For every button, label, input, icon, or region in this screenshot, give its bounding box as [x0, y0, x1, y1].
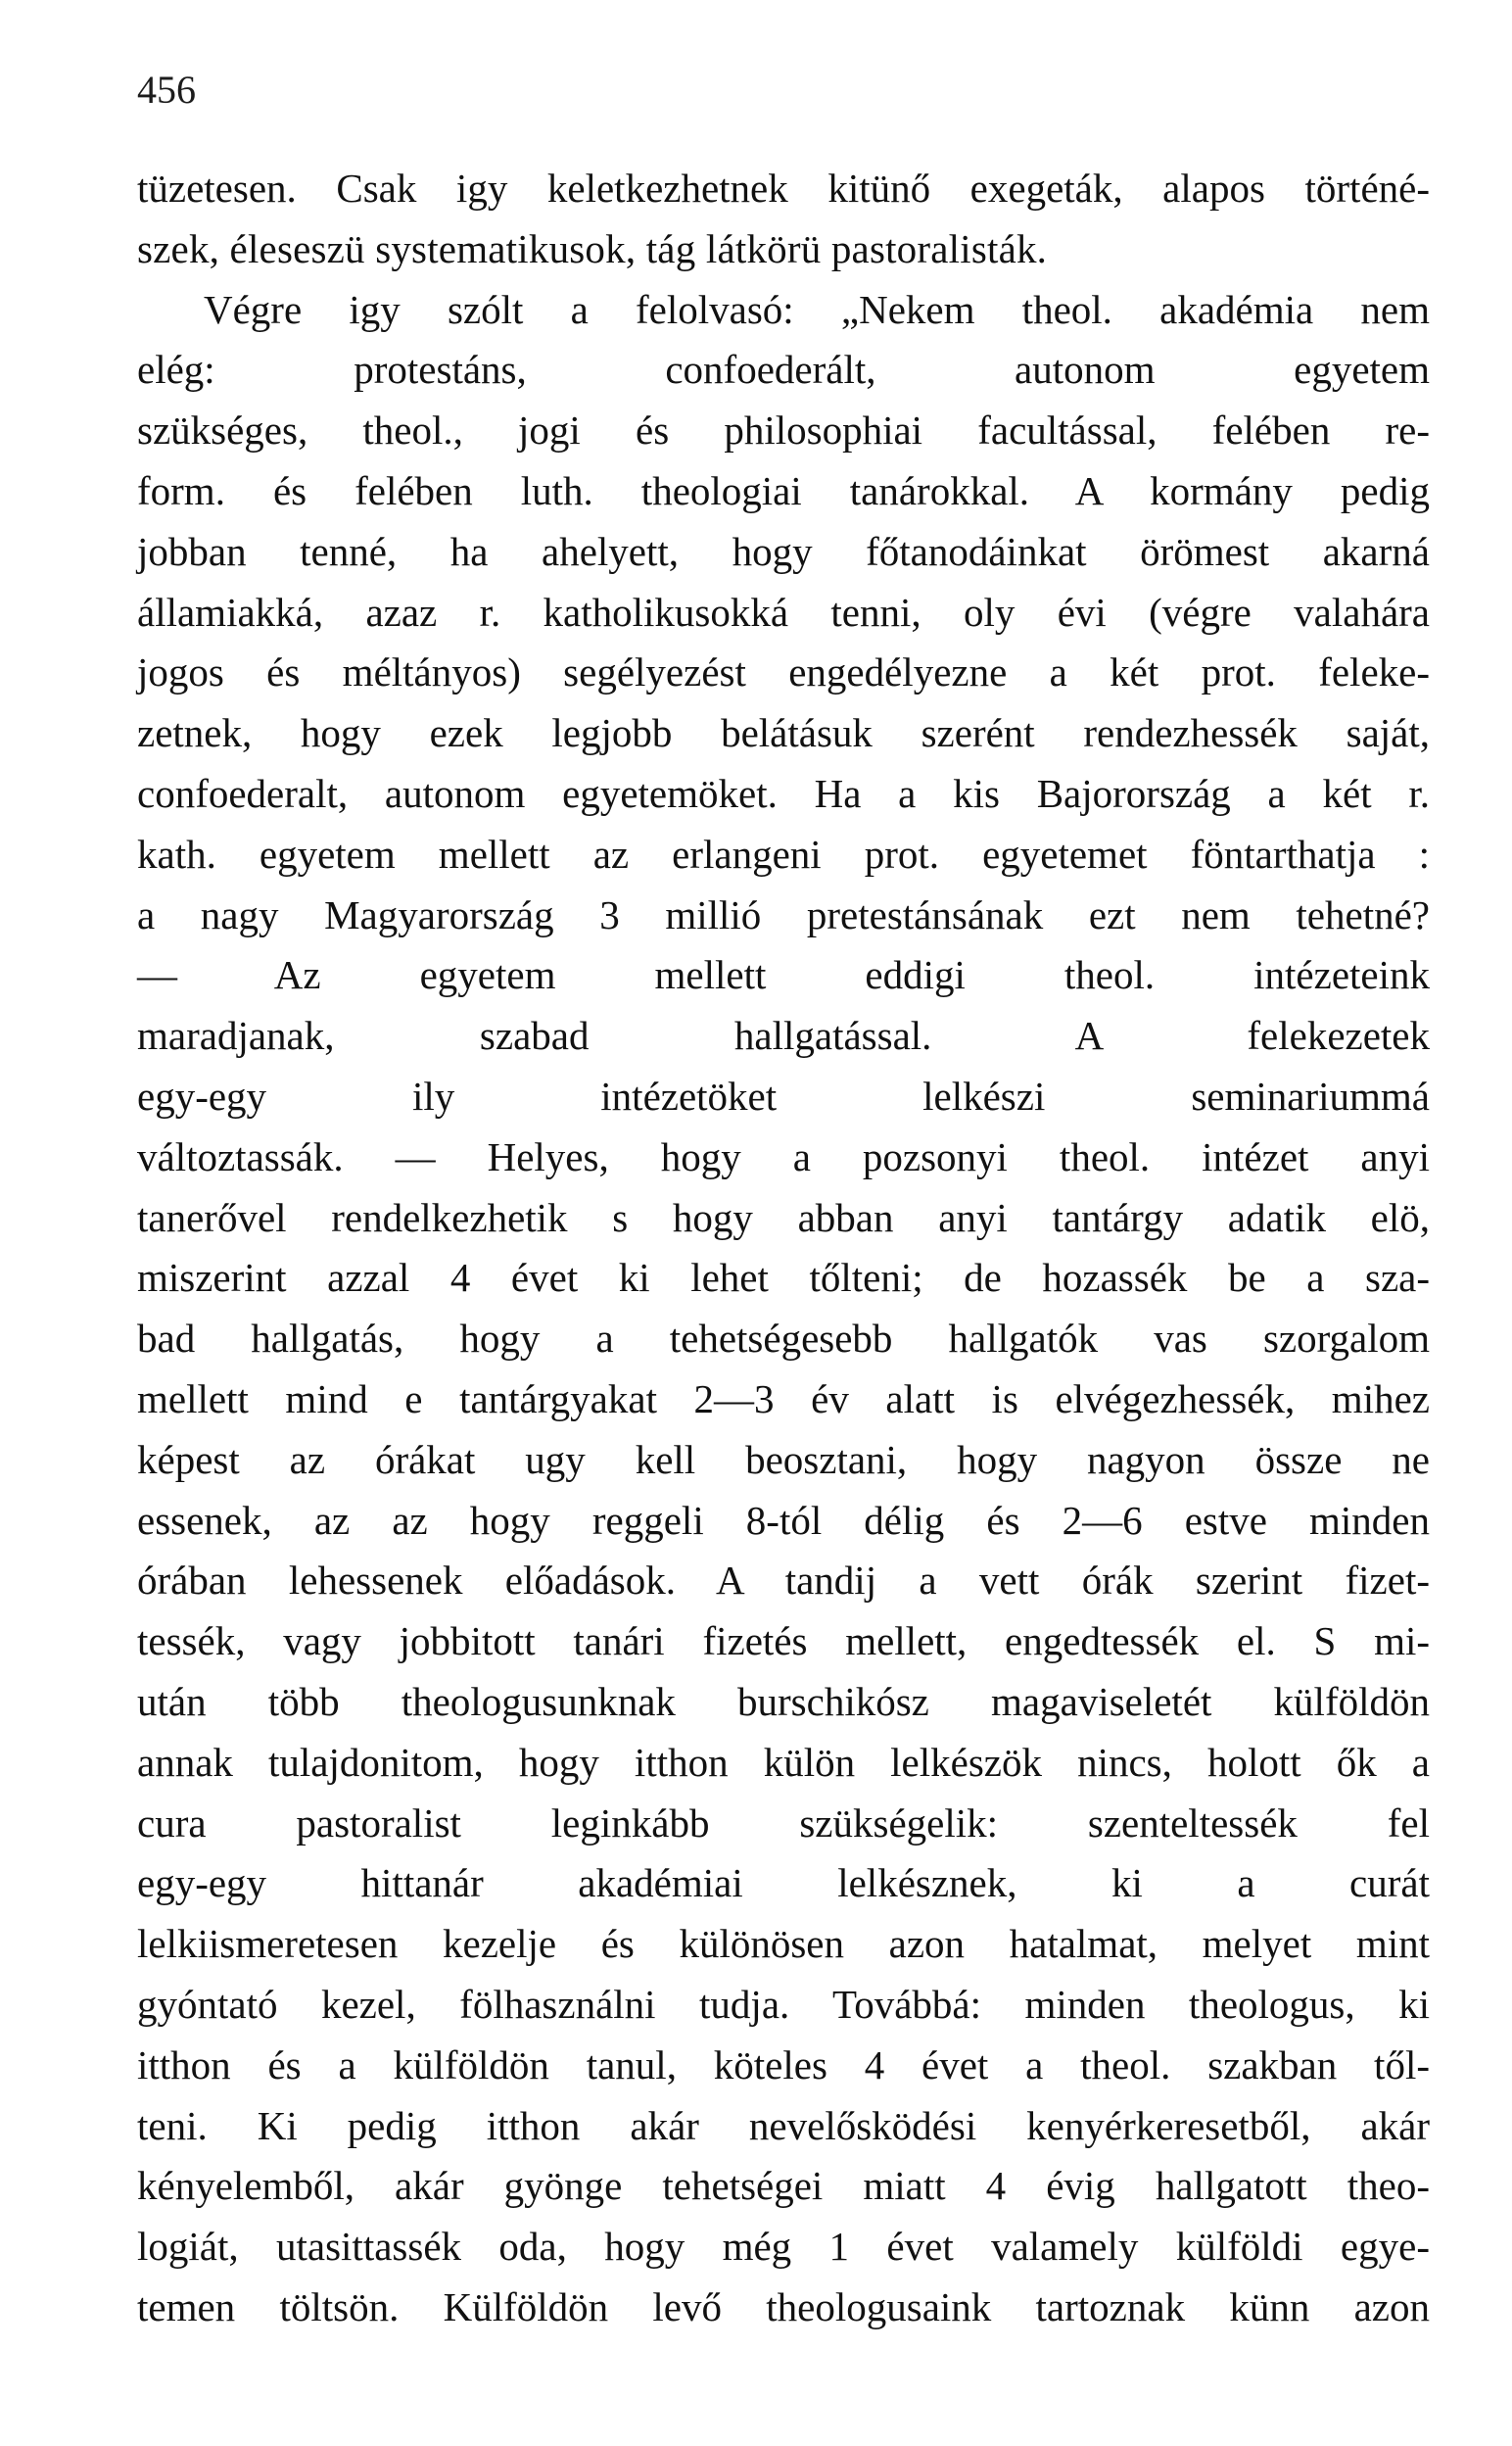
text-line: annak tulajdonitom, hogy itthon külön lelkészök nincs, holott ők a: [137, 1739, 1430, 1785]
text-line: tüzetesen. Csak igy keletkezhetnek kitünő exegeták, alapos történé-: [137, 166, 1430, 211]
text-line: confoederalt, autonom egyetemöket. Ha a kis Bajorország a két r.: [137, 770, 1430, 816]
text-line: maradjanak, szabad hallgatással. A felekezetek: [137, 1013, 1430, 1059]
text-line: teni. Ki pedig itthon akár nevelősködési kenyérkeresetből, akár: [137, 2102, 1430, 2148]
text-line: gyóntató kezel, fölhasználni tudja. Továbbá: minden theologus, ki: [137, 1981, 1430, 2027]
text-line: cura pastoralist leginkább szükségelik: szenteltessék fel: [137, 1799, 1430, 1846]
text-line: mellett mind e tantárgyakat 2—3 év alatt is elvégezhessék, mihez: [137, 1375, 1430, 1421]
text-line: miszerint azzal 4 évet ki lehet tőlteni; de hozassék be a sza-: [137, 1255, 1430, 1301]
text-line: szükséges, theol., jogi és philosophiai facultással, felében re-: [137, 408, 1430, 454]
text-line: államiakká, azaz r. katholikusokká tenni, oly évi (végre valahára: [137, 589, 1430, 635]
text-line: itthon és a külföldön tanul, köteles 4 évet a theol. szakban től-: [137, 2041, 1430, 2087]
text-line: form. és felében luth. theologiai tanárokkal. A kormány pedig: [137, 467, 1430, 513]
body-text: [137, 159, 1430, 2338]
text-line: lelkiismeretesen kezelje és különösen azon hatalmat, melyet mint: [137, 1921, 1430, 1967]
text-line: tanerővel rendelkezhetik s hogy abban anyi tantárgy adatik elö,: [137, 1194, 1430, 1240]
text-line: a nagy Magyarország 3 millió pretestánsának ezt nem tehetné?: [137, 891, 1430, 937]
text-line: szek, éleseszü systematikusok, tág látkörü pastoralisták.: [137, 225, 1048, 271]
text-line: változtassák. — Helyes, hogy a pozsonyi theol. intézet anyi: [137, 1133, 1430, 1179]
text-line: után több theologusunknak burschikósz magaviseletét külföldön: [137, 1678, 1430, 1724]
text-line: Végre igy szólt a felolvasó: „Nekem theol. akadémia nem: [204, 286, 1430, 332]
text-line: bad hallgatás, hogy a tehetségesebb hallgatók vas szorgalom: [137, 1316, 1430, 1362]
text-line: jogos és méltányos) segélyezést engedélyezne a két prot. feleke-: [137, 649, 1430, 695]
text-line: essenek, az az hogy reggeli 8-tól délig és 2—6 estve minden: [137, 1497, 1430, 1543]
text-line: egy-egy ily intézetöket lelkészi seminariummá: [137, 1073, 1430, 1119]
text-line: jobban tenné, ha ahelyett, hogy főtanodáinkat örömest akarná: [137, 528, 1430, 574]
text-line: órában lehessenek előadások. A tandij a vett órák szerint fizet-: [137, 1558, 1430, 1604]
text-line: temen töltsön. Külföldön levő theologusaink tartoznak künn azon: [137, 2283, 1430, 2329]
text-line: egy-egy hittanár akadémiai lelkésznek, ki a curát: [137, 1860, 1430, 1906]
text-line: elég: protestáns, confoederált, autonom egyetem: [137, 347, 1430, 393]
text-line: képest az órákat ugy kell beosztani, hogy nagyon össze ne: [137, 1436, 1430, 1482]
text-line: tessék, vagy jobbitott tanári fizetés mellett, engedtessék el. S mi-: [137, 1618, 1430, 1664]
text-line: logiát, utasittassék oda, hogy még 1 évet valamely külföldi egye-: [137, 2224, 1430, 2270]
text-line: — Az egyetem mellett eddigi theol. intézeteink: [137, 952, 1430, 998]
text-line: kényelemből, akár gyönge tehetségei miatt 4 évig hallgatott theo-: [137, 2163, 1430, 2209]
page-number: 456: [137, 68, 196, 112]
text-line: kath. egyetem mellett az erlangeni prot. egyetemet föntarthatja :: [137, 831, 1430, 877]
text-line: zetnek, hogy ezek legjobb belátásuk szerént rendezhessék saját,: [137, 710, 1430, 756]
